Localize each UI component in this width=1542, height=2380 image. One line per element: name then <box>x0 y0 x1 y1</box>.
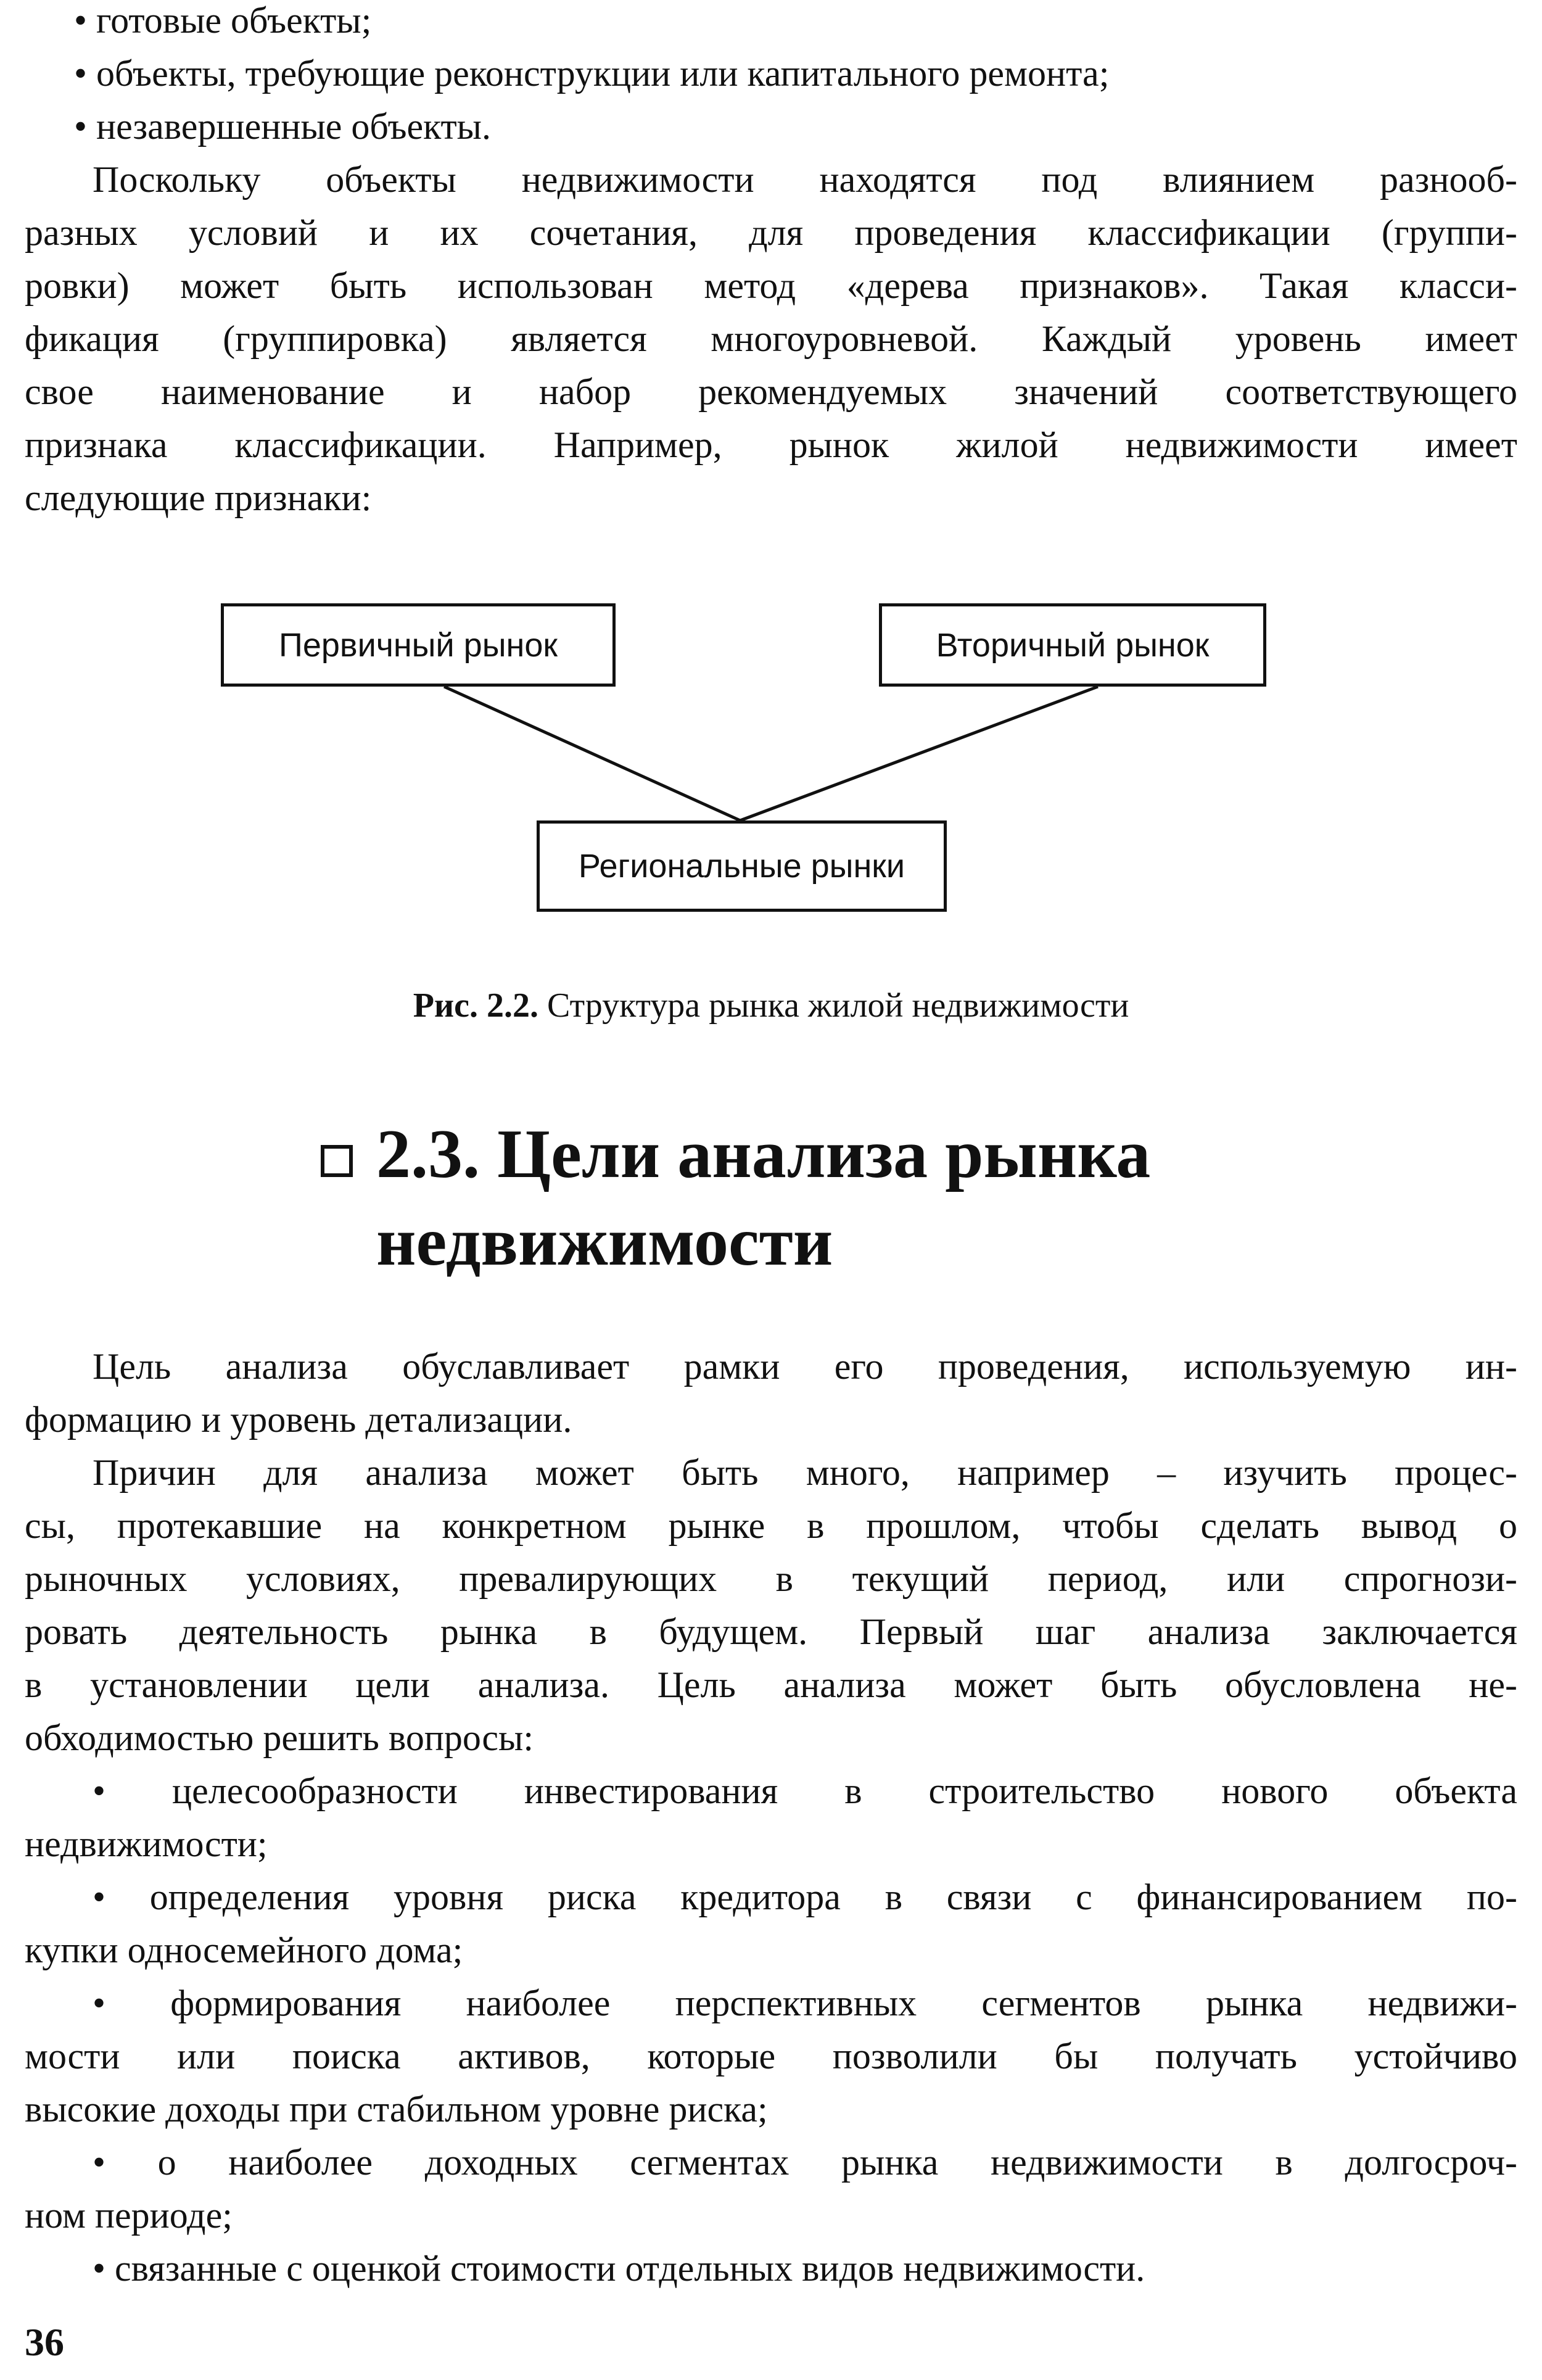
list-item-cont: недвижимости; <box>25 1824 268 1864</box>
paragraph-line: свое наименование и набор рекомендуемых значений соответствующего <box>25 371 1517 412</box>
paragraph-line: Причин для анализа может быть много, например – изучить процес- <box>93 1452 1517 1493</box>
paragraph-line: разных условий и их сочетания, для проведения классификации (группи- <box>25 212 1517 253</box>
paragraph-line: признака классификации. Например, рынок жилой недвижимости имеет <box>25 424 1517 465</box>
paragraph-line: в установлении цели анализа. Цель анализа может быть обусловлена не- <box>25 1664 1517 1705</box>
section-square-icon <box>321 1145 353 1177</box>
figure-caption <box>0 981 1542 1030</box>
section-heading-line1: 2.3. Цели анализа рынка <box>376 1116 1151 1192</box>
list-item-cont: высокие доходы при стабильном уровне риска; <box>25 2089 768 2130</box>
figure-label: Рис. 2.2. <box>413 986 539 1025</box>
primary-market-box: Первичный рынок <box>221 603 616 687</box>
paragraph-line: формацию и уровень детализации. <box>25 1399 572 1440</box>
section-heading-line2: недвижимости <box>376 1204 833 1280</box>
list-item: • целесообразности инвестирования в строительство нового объекта <box>93 1771 1517 1811</box>
paragraph-line: ровать деятельность рынка в будущем. Первый шаг анализа заключается <box>25 1611 1517 1652</box>
list-item: • определения уровня риска кредитора в связи с финансированием по- <box>93 1877 1517 1917</box>
list-item-cont: ном периоде; <box>25 2195 233 2236</box>
paragraph-line: Цель анализа обуславливает рамки его проведения, используемую ин- <box>93 1346 1517 1387</box>
connector-primary <box>444 687 740 820</box>
list-item: • готовые объекты; <box>74 0 372 41</box>
paragraph-line: следующие признаки: <box>25 477 372 518</box>
page-number: 36 <box>25 2320 64 2364</box>
paragraph-line: рыночных условиях, превалирующих в текущий период, или спрогнози- <box>25 1558 1517 1599</box>
list-item-cont: мости или поиска активов, которые позволили бы получать устойчиво <box>25 2036 1517 2076</box>
list-item: • формирования наиболее перспективных сегментов рынка недвижи- <box>93 1983 1517 2023</box>
figure-caption-text: Структура рынка жилой недвижимости <box>538 986 1129 1025</box>
paragraph-line: Поскольку объекты недвижимости находятся под влиянием разнооб- <box>93 159 1517 200</box>
list-item-cont: купки односемейного дома; <box>25 1930 463 1970</box>
list-item: • объекты, требующие реконструкции или капитального ремонта; <box>74 53 1110 94</box>
list-item: • связанные с оценкой стоимости отдельных видов недвижимости. <box>93 2248 1145 2289</box>
paragraph-line: обходимостью решить вопросы: <box>25 1717 534 1758</box>
paragraph-line: фикация (группировка) является многоуровневой. Каждый уровень имеет <box>25 318 1517 359</box>
connector-secondary <box>740 687 1098 820</box>
paragraph-line: сы, протекавшие на конкретном рынке в прошлом, чтобы сделать вывод о <box>25 1505 1517 1546</box>
list-item: • о наиболее доходных сегментах рынка недвижимости в долгосроч- <box>93 2142 1517 2183</box>
secondary-market-box: Вторичный рынок <box>879 603 1266 687</box>
regional-markets-box: Региональные рынки <box>537 820 947 912</box>
list-item: • незавершенные объекты. <box>74 106 491 147</box>
paragraph-line: ровки) может быть использован метод «дерева признаков». Такая класси- <box>25 265 1517 306</box>
